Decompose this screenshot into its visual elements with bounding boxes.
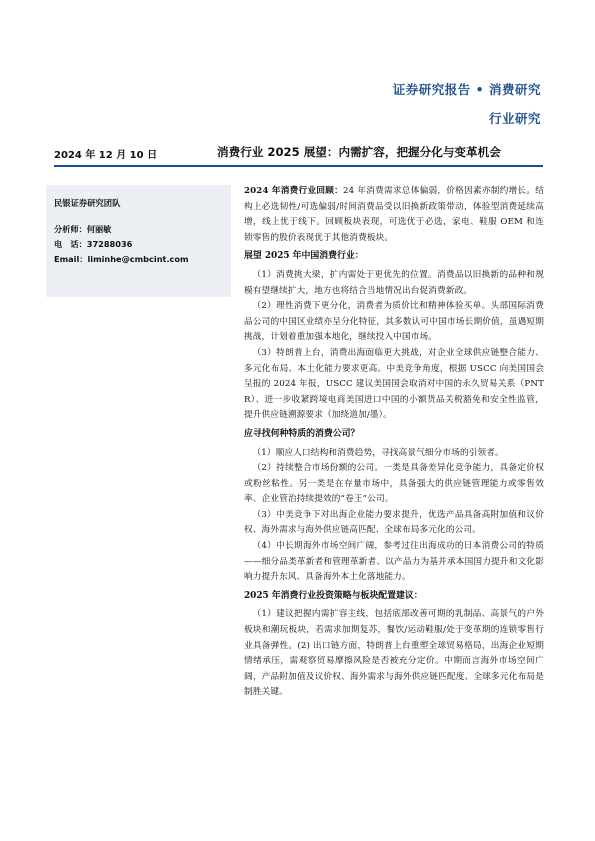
title-rule: [54, 165, 543, 167]
analyst-label: 分析师：: [54, 224, 87, 234]
outlook-item-3: （3）特朗普上台，消费出海面临更大挑战，对企业全球供应链整合能力、多元化布局、本土化能力要求更高。中美竞争角度，根据 USCC 向美国国会呈报的 2024 年报，USCC 建议美国国会取消对中国的永久贸易关系（PNTR）、进一步收紧跨境电商美国进口中国的小额货品关税豁免和安全性监管，提升供应链溯源要求（加绕道加/墨）。: [244, 347, 544, 421]
document-title: 消费行业 2025 展望：内需扩容，把握分化与变革机会: [217, 145, 501, 159]
outlook-heading: 展望 2025 年中国消费行业：: [244, 251, 364, 262]
quality-item-2: （2）持续整合市场份额的公司。一类是具备差异化竞争能力，具备定价权或粉丝粘性。另一类是在存量市场中，具备强大的供应链管理能力或零售效率、企业管治持续提效的“卷王”公司。: [244, 463, 544, 505]
phone-label: 电 话：: [54, 239, 87, 249]
analyst-line: [54, 224, 111, 235]
report-type: 行业研究: [488, 111, 541, 126]
strategy-text: （1）建议把握内需扩容主线，包括底部改善可期的乳制品、高景气的户外板块和潮玩板块，若需求加期复苏，餐饮/运动鞋服/处于变革期的连锁零售行业具备弹性。(2) 出口链方面，特朗普上台重塑全球贸易格局，出海企业短期情绪承压，需观察贸易摩擦风险是否被充分定价。中期而言海外市场空间广阔，产品附加值及议价权、海外需求与海外供应链匹配度、全球多元化布局是制胜关键。: [244, 609, 544, 698]
report-series-title: 证券研究报告 • 消费研究: [392, 82, 541, 97]
quality-item-4: （4）中长期海外市场空间广阔，参考过往出海成功的日本消费公司的特质——细分品类革新者和管理革新者、以产品力为基并承本国国力提升和文化影响力提升东风、具备海外本土化落地能力。: [244, 541, 544, 583]
analyst-name: 何丽敏: [86, 224, 112, 234]
strategy-heading: 2025 年消费行业投资策略与板块配置建议：: [244, 590, 423, 601]
email-address[interactable]: liminhe@cmbcint.com: [87, 254, 189, 264]
review-paragraph: [244, 184, 544, 246]
review-lead: 2024 年消费行业回顾：: [244, 186, 344, 196]
email-line: [54, 254, 189, 265]
report-date: 2024 年 12 月 10 日: [54, 150, 158, 161]
quality-item-3: （3）中美竞争下对出海企业能力要求提升，优选产品具备高附加值和议价权、海外需求与海外供应链高匹配、全球布局多元化的公司。: [244, 509, 544, 536]
quality-heading: 应寻找何种特质的消费公司？: [244, 428, 360, 439]
phone-number: 37288036: [86, 239, 133, 249]
summary-column: [244, 184, 544, 701]
outlook-item-1: （1）消费挑大梁，扩内需处于更优先的位置。消费品以旧换新的品种和规模有望继续扩大，地方也将结合当地情况出台促消费新政。: [244, 269, 544, 296]
phone-line: [54, 239, 132, 250]
research-team: 民银证券研究团队: [54, 198, 121, 208]
review-text: 24 年消费需求总体偏弱，价格因素亦制约增长。结构上必选韧性/可选偏弱/时间消费品受以旧换新政策带动，体验型消费延续高增，线上优于线下。回顾板块表现，可选优于必选，家电、鞋服 OEM 和连锁零售的股价表现优于其他消费板块。: [244, 186, 544, 243]
email-label: Email：: [54, 254, 88, 264]
quality-item-1: （1）顺应人口结构和消费趋势，寻找高景气细分市场的引领者。: [252, 447, 504, 458]
outlook-item-2: （2）理性消费下更分化，消费者为质价比和精神体验买单。头部国际消费品公司的中国区业绩亦呈分化特征，其多数认可中国市场长期价值，虽遇短期挑战，计划着重加强本地化，继续投入中国市场。: [244, 301, 544, 343]
